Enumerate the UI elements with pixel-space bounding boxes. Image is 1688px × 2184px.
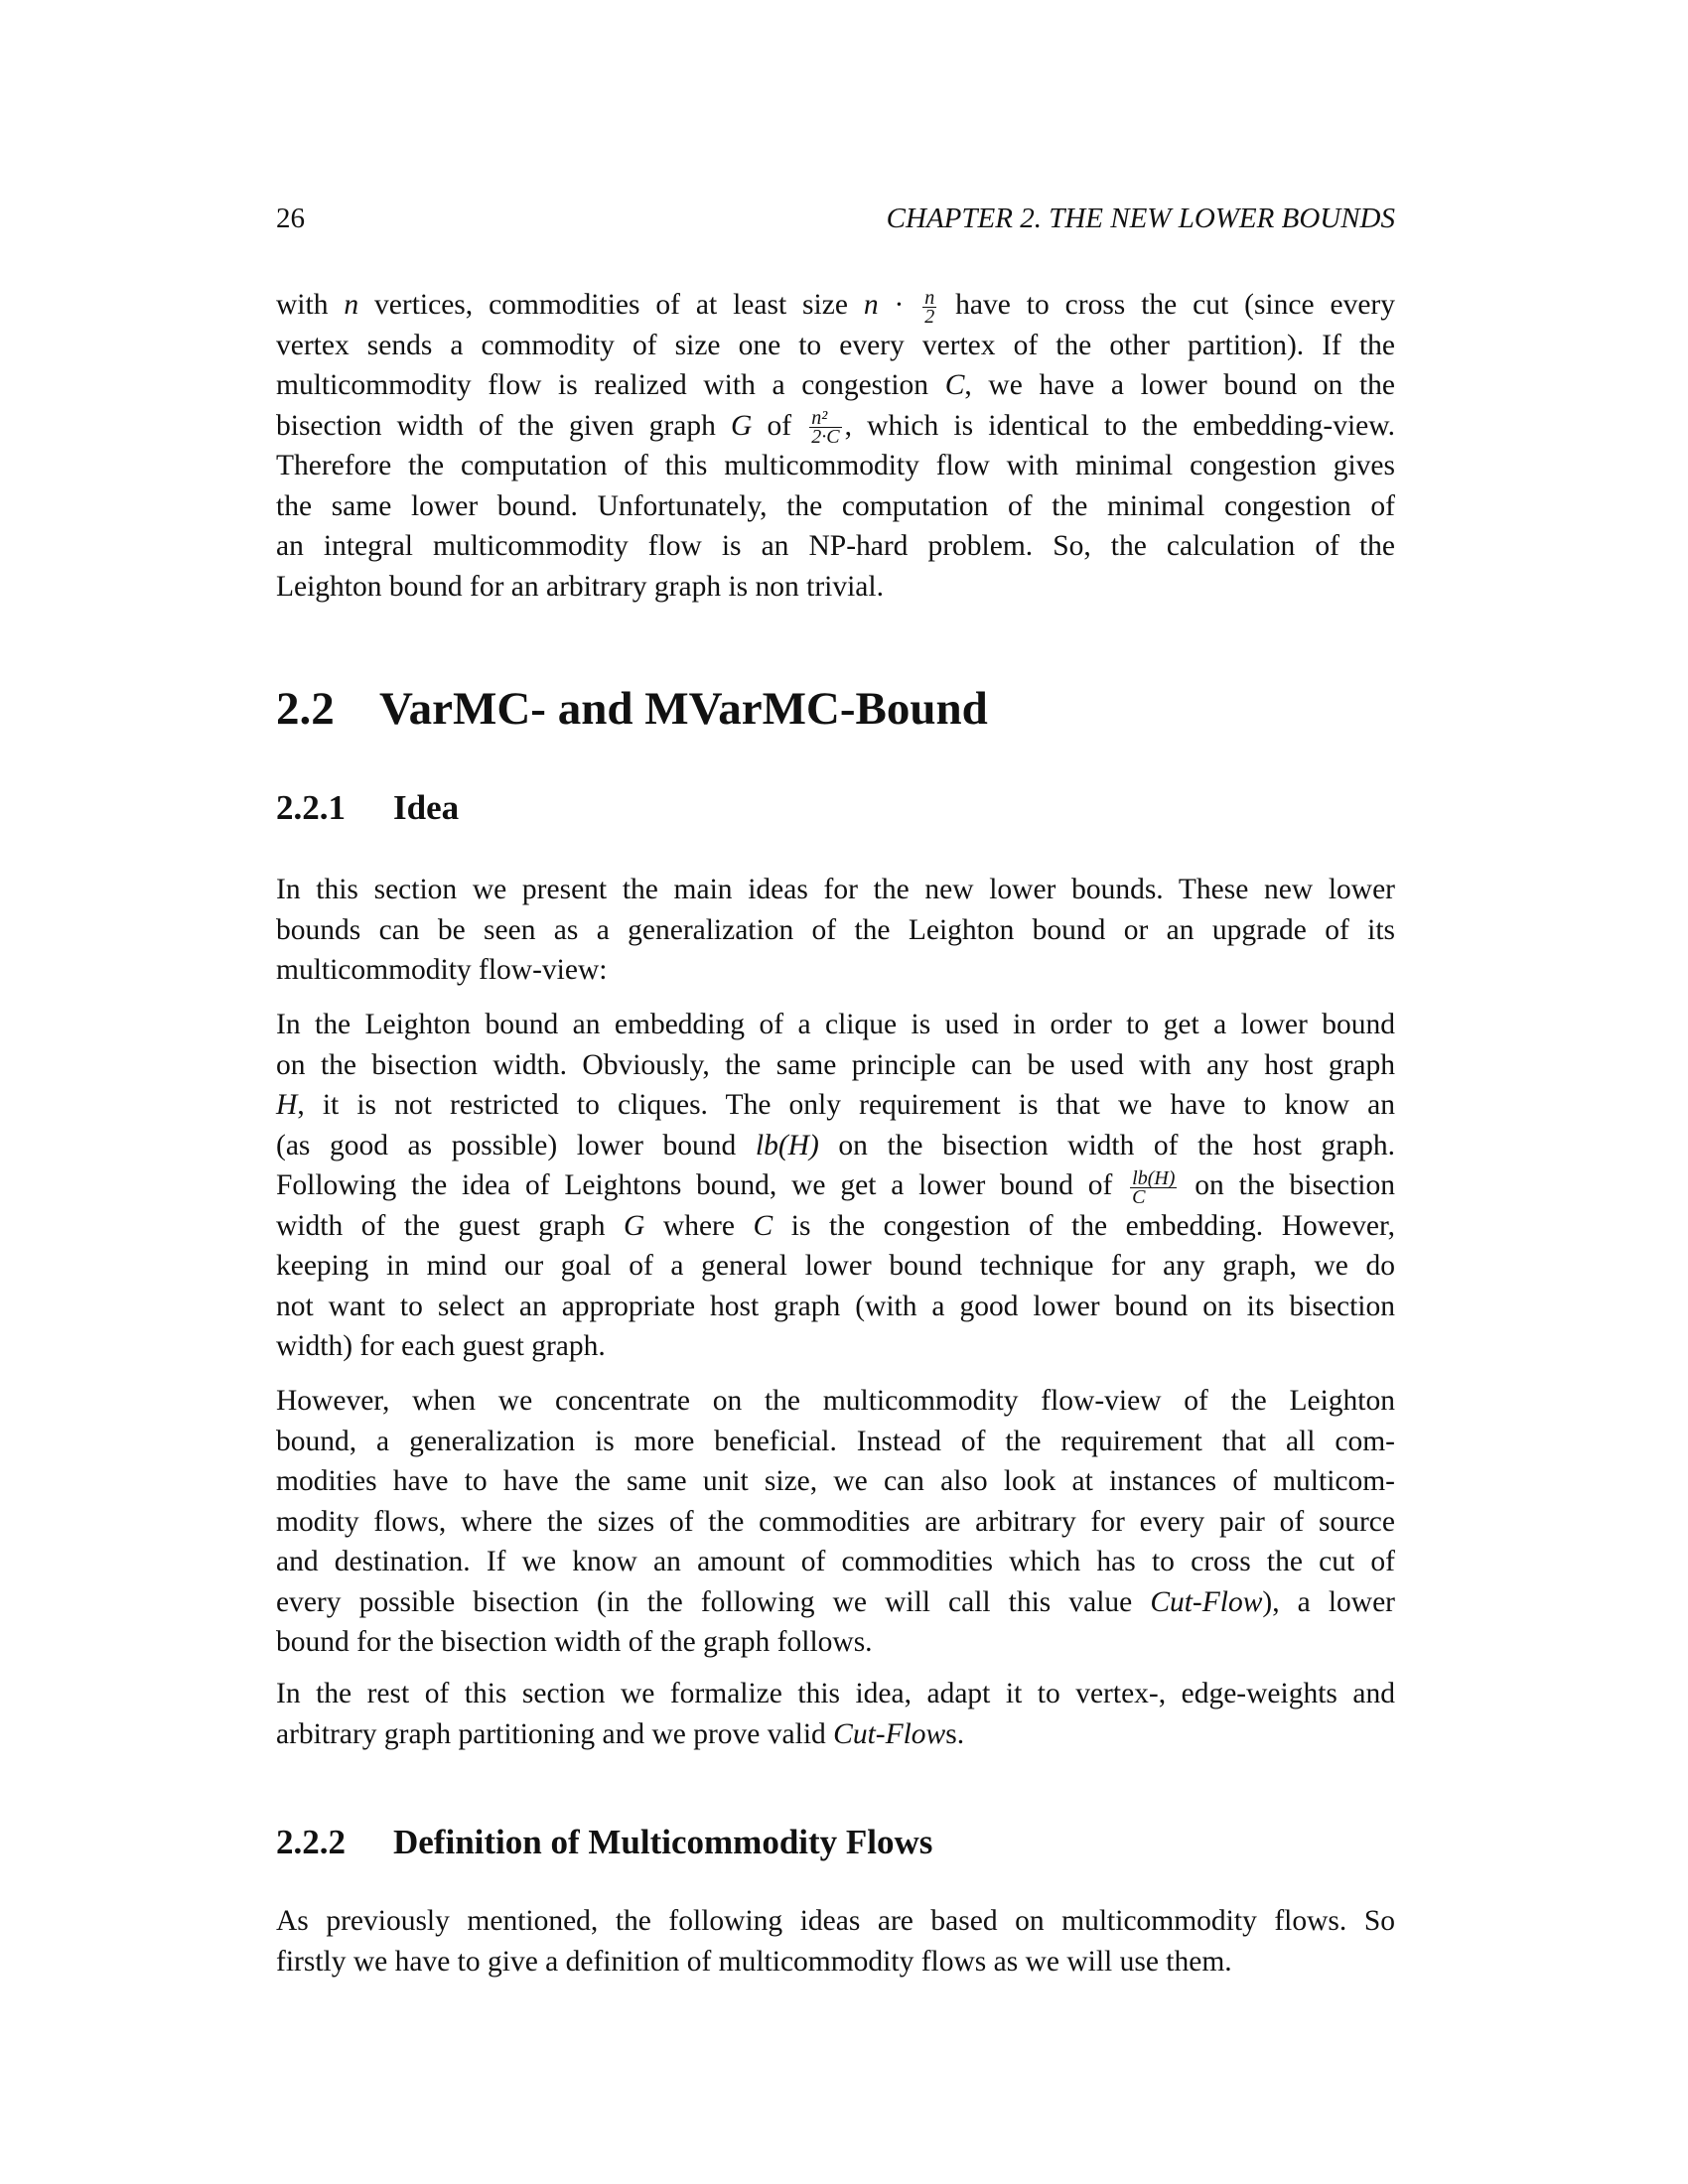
text-line [276,910,1395,951]
text-run: width) for each guest graph. [276,1330,606,1362]
text-run: , which is identical to the embedding-view. [844,409,1396,442]
text-run: In the Leighton bound an embedding of a clique is used in order to get a lower bound [276,1009,1395,1040]
text-line [276,1287,1395,1327]
fraction-denominator: 2 [924,305,935,328]
math-symbol: G [731,409,753,442]
text-run: firstly we have to give a definition of multicommodity flows as we will use them. [276,1945,1232,1978]
text-run: an integral multicommodity flow is an NP-hard problem. So, the calculation of the [276,530,1395,562]
subsection-title: Definition of Multicommodity Flows [393,1823,933,1861]
running-header: CHAPTER 2. THE NEW LOWER BOUNDS [886,203,1395,234]
text-line [276,1085,1395,1126]
math-symbol: C [753,1209,774,1242]
math-symbol: Cut-Flow [1150,1585,1263,1618]
text-run: on the bisection width of the host graph. [818,1129,1395,1161]
text-run: ), a lower [1262,1585,1395,1618]
text-line [276,526,1395,567]
text-run: vertices, commodities of at least size [358,289,864,321]
text-run: width of the guest graph [276,1209,625,1242]
subsection-number: 2.2.1 [276,788,346,827]
text-run: modity flows, where the sizes of the commodities are arbitrary for every pair of source [276,1505,1395,1538]
text-run: multicommodity flow-view: [276,954,608,986]
text-line [276,870,1395,910]
fraction-numerator: n² [809,409,841,428]
math-fraction [922,286,936,328]
subsection-number: 2.2.2 [276,1823,346,1861]
fraction-numerator: n [924,286,935,309]
text-run: with [276,289,345,321]
section-title: VarMC- and MVarMC-Bound [379,683,988,735]
paragraph [276,1901,1395,1981]
text-run: Following the idea of Leightons bound, we get a lower bound of [276,1169,1128,1201]
text-run: vertex sends a commodity of size one to every vertex of the other partition). If the [276,329,1395,361]
text-line [276,1165,1395,1206]
text-line [276,1714,1395,1755]
text-line [276,1901,1395,1942]
math-fraction [809,407,841,449]
paragraph [276,1674,1395,1754]
text-line [276,1126,1395,1166]
text-run: keeping in mind our goal of a general lower bound technique for any graph, we do [276,1250,1395,1282]
text-run: where [644,1209,754,1242]
text-run: bound, a generalization is more beneficial. Instead of the requirement that all com- [276,1425,1395,1457]
text-run: every possible bisection (in the following we will call this value [276,1585,1151,1618]
text-run: have to cross the cut (since every [939,289,1395,321]
text-line [276,1246,1395,1287]
text-run: bisection width of the given graph [276,409,732,442]
text-run: modities have to have the same unit size, we can also look at instances of multicom- [276,1465,1395,1497]
text-line [276,285,1395,326]
text-run: · [878,289,920,321]
text-run: the same lower bound. Unfortunately, the computation of the minimal congestion of [276,489,1395,522]
text-line [276,446,1395,486]
text-line [276,326,1395,366]
text-run: As previously mentioned, the following ideas are based on multicommodity flows. So [276,1905,1395,1937]
text-run: In this section we present the main ideas for the new lower bounds. These new lower [276,874,1395,905]
paragraph [276,285,1395,607]
math-symbol: C [944,369,965,401]
text-run: arbitrary graph partitioning and we prove valid [276,1717,834,1750]
text-line [276,1674,1395,1714]
fraction-denominator: C [1132,1185,1146,1208]
text-line [276,567,1395,608]
fraction-denominator: 2·C [811,426,840,449]
text-run: bound for the bisection width of the graph follows. [276,1626,873,1658]
text-line [276,1582,1395,1623]
math-symbol: H [276,1089,298,1121]
paragraph [276,1005,1395,1367]
page-number: 26 [276,203,305,234]
text-run: (as good as possible) lower bound [276,1129,756,1161]
text-line [276,486,1395,527]
text-line [276,1326,1395,1367]
text-line [276,406,1395,447]
text-line [276,1461,1395,1502]
section-number: 2.2 [276,683,335,735]
text-line [276,1005,1395,1045]
text-run: However, when we concentrate on the multicommodity flow-view of the Leighton [276,1385,1395,1417]
text-run: multicommodity flow is realized with a congestion [276,369,945,401]
text-run: , we have a lower bound on the [964,369,1395,401]
text-line [276,1502,1395,1543]
text-line [276,1206,1395,1247]
text-line [276,1381,1395,1422]
text-run: not want to select an appropriate host graph (with a good lower bound on its bisection [276,1290,1395,1322]
text-line [276,950,1395,991]
text-line [276,1542,1395,1582]
text-run: Therefore the computation of this multicommodity flow with minimal congestion gives [276,450,1395,481]
text-run: bounds can be seen as a generalization of the Leighton bound or an upgrade of its [276,913,1395,946]
text-run: , it is not restricted to cliques. The only requirement is that we have to know an [297,1089,1395,1121]
paragraph [276,1381,1395,1663]
fraction-numerator: lb(H) [1132,1166,1176,1189]
text-run: s. [945,1717,965,1750]
text-run: In the rest of this section we formalize this idea, adapt it to vertex-, edge-weights and [276,1678,1395,1709]
text-run: and destination. If we know an amount of commodities which has to cross the cut of [276,1546,1395,1577]
text-line [276,365,1395,406]
text-line [276,1622,1395,1663]
text-run: is the congestion of the embedding. However, [773,1209,1396,1242]
math-symbol: G [624,1209,645,1242]
text-run: Leighton bound for an arbitrary graph is non trivial. [276,570,884,603]
math-symbol: lb(H) [755,1129,819,1161]
math-fraction [1130,1166,1177,1208]
text-line [276,1422,1395,1462]
text-line [276,1045,1395,1086]
text-run: on the bisection width. Obviously, the same principle can be used with any host graph [276,1048,1395,1081]
paragraph [276,870,1395,991]
subsection-title: Idea [393,788,460,827]
text-run: of [752,409,807,442]
math-symbol: Cut-Flow [833,1717,946,1750]
math-symbol: n [344,289,359,321]
text-run: on the bisection [1180,1169,1396,1201]
text-line [276,1942,1395,1982]
math-symbol: n [863,289,879,321]
